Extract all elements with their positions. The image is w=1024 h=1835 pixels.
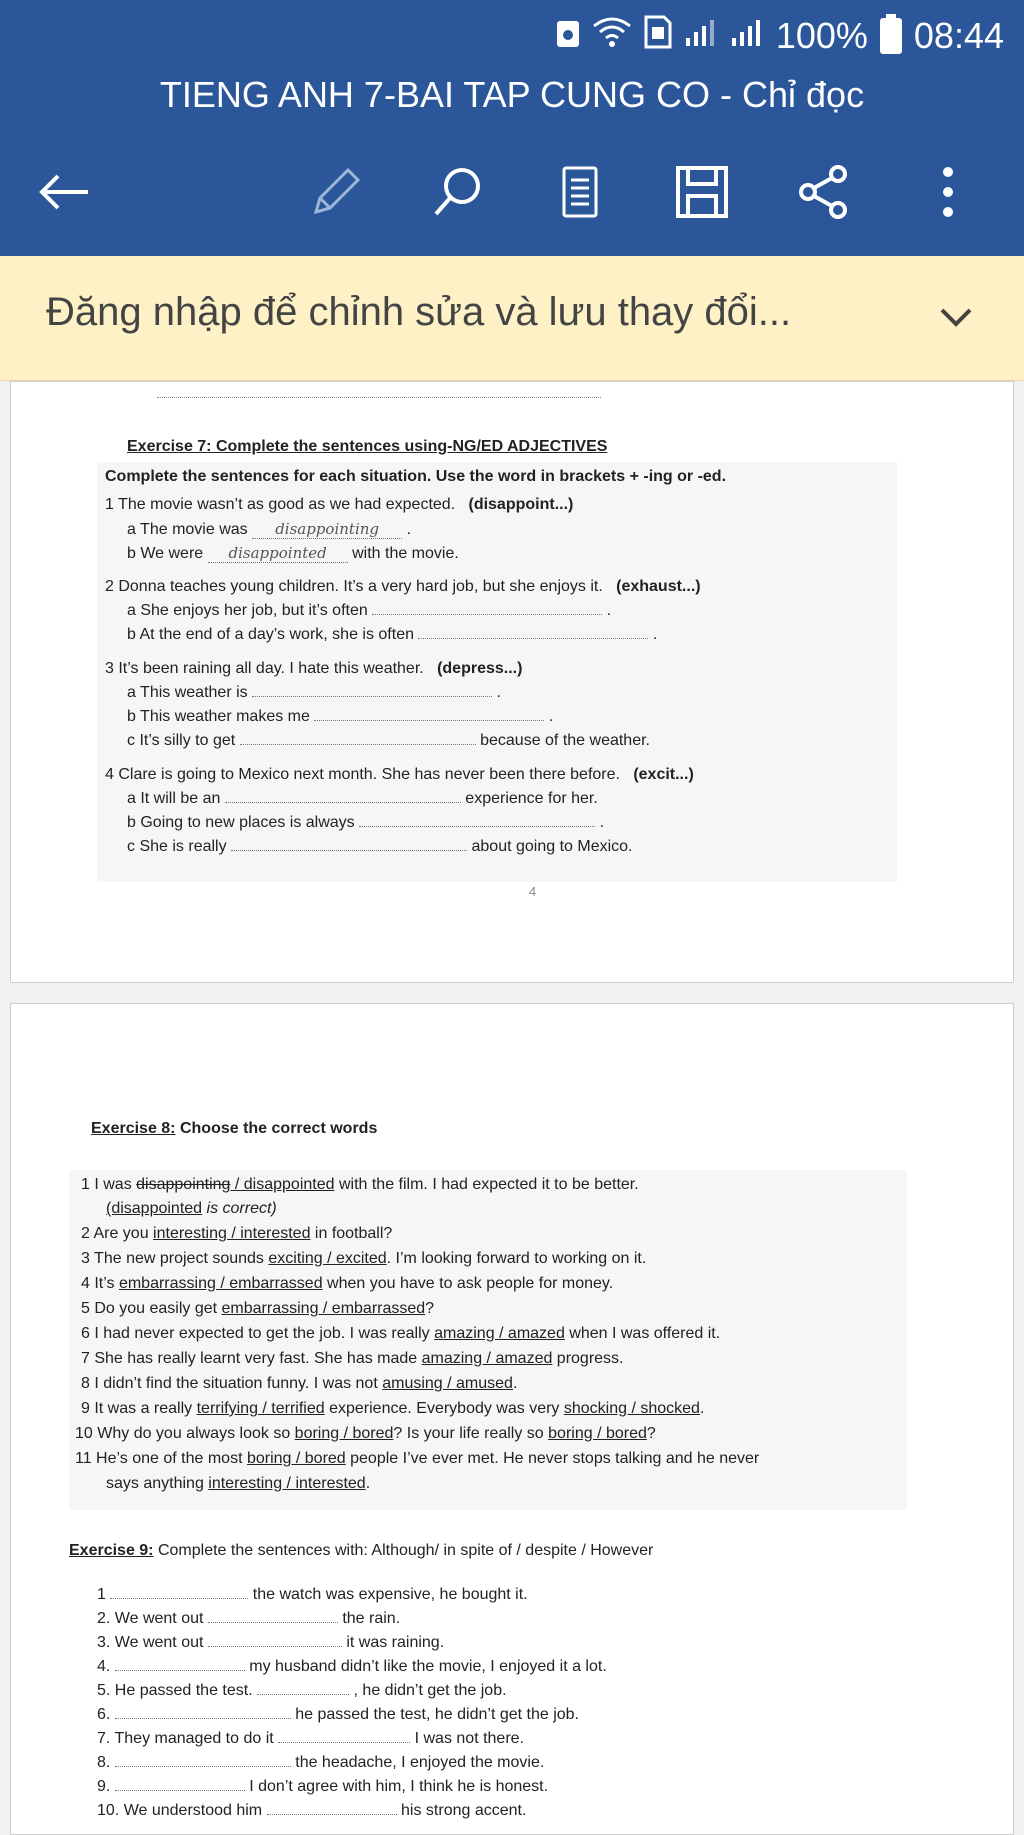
signal-icon-1 [684, 15, 718, 57]
l8-post: the headache, I enjoyed the movie. [290, 1754, 545, 1771]
i7-pre: 7 She has really learnt very fast. She has made [81, 1350, 422, 1367]
l7-pre: 7. They managed to do it [97, 1730, 279, 1747]
document-page-5 [10, 1003, 1014, 1835]
i9-pre: 9 It was a really [81, 1400, 197, 1417]
q3c-text: c It’s silly to get [127, 732, 236, 749]
i8-choices[interactable]: amusing / amused [382, 1375, 513, 1392]
ex9-line-8 [97, 1754, 544, 1772]
exercise-7-title: Exercise 7: Complete the sentences using-NG/ED ADJECTIVES [127, 438, 608, 455]
ex7-question-1 [105, 496, 573, 514]
q4a-text: a It will be an [127, 790, 221, 807]
i9-choices-2[interactable]: shocking / shocked [563, 1400, 700, 1417]
page-number: 4 [529, 884, 537, 899]
ex7-q3b: b This weather makes me . [127, 708, 554, 725]
wifi-icon [592, 15, 632, 57]
i11b-pre: says anything [106, 1475, 209, 1492]
q3a-blank[interactable] [252, 696, 492, 697]
i1-choices: / disappointed [230, 1176, 335, 1193]
q4a-post: experience for her. [465, 790, 598, 807]
l9-blank[interactable] [115, 1790, 245, 1791]
i5-choices[interactable]: embarrassing / embarrassed [221, 1300, 426, 1317]
ex8-item-11 [75, 1450, 759, 1468]
ex9-line-6 [97, 1706, 579, 1724]
ex8-title-label: Exercise 8: [91, 1120, 176, 1137]
i6-choices[interactable]: amazing / amazed [434, 1325, 565, 1342]
ex7-q3a: a This weather is . [127, 684, 501, 701]
i4-choices[interactable]: embarrassing / embarrassed [118, 1275, 323, 1292]
pencil-icon[interactable] [296, 152, 376, 232]
l1-pre: 1 [97, 1586, 111, 1603]
i1-struck: disappointing [136, 1176, 231, 1193]
ex7-q2a: a She enjoys her job, but it’s often . [127, 602, 612, 619]
l10-pre: 10. We understood him [97, 1802, 267, 1819]
i10-post: ? [646, 1425, 656, 1442]
ex7-q4c [127, 838, 633, 856]
l1-post: the watch was expensive, he bought it. [248, 1586, 528, 1603]
l7-blank[interactable] [278, 1742, 410, 1743]
ex7-question-4 [105, 766, 694, 784]
q2b-blank[interactable] [418, 638, 648, 639]
exercise-8-title [91, 1120, 377, 1138]
ex7-q4b: b Going to new places is always . [127, 814, 605, 831]
l6-blank[interactable] [115, 1718, 291, 1719]
toolbar [0, 152, 1024, 232]
i11-pre: 11 He’s one of the most [75, 1450, 247, 1467]
i9-post: . [699, 1400, 705, 1417]
app-header [0, 0, 1024, 256]
more-icon[interactable] [908, 152, 988, 232]
ex7-q3c [127, 732, 650, 750]
q4c-text: c She is really [127, 838, 227, 855]
ex9-title-label: Exercise 9: [69, 1542, 154, 1559]
i7-choices[interactable]: amazing / amazed [421, 1350, 553, 1367]
i8-post: . [512, 1375, 518, 1392]
i5-post: ? [425, 1300, 435, 1317]
i11-post: people I’ve ever met. He never stops talking and he never [345, 1450, 760, 1467]
ex8-item-5 [81, 1300, 434, 1318]
q4a-blank[interactable] [225, 802, 461, 803]
ex7-question-2 [105, 578, 701, 596]
ex8-item-8 [81, 1375, 517, 1393]
ex8-item-6 [81, 1325, 720, 1343]
l5-pre: 5. He passed the test. [97, 1682, 258, 1699]
clock: 08:44 [913, 15, 1004, 56]
q1a-answer: disappointing [252, 520, 402, 539]
ex9-line-7 [97, 1730, 524, 1748]
ex8-item-4 [81, 1275, 613, 1293]
exercise-9-title [69, 1542, 653, 1560]
i11-choices[interactable]: boring / bored [246, 1450, 346, 1467]
ex8-item-9 [81, 1400, 704, 1418]
l6-pre: 6. [97, 1706, 115, 1723]
l3-post: it was raining. [341, 1634, 445, 1651]
q3-text: 3 It’s been raining all day. I hate this weather. [105, 660, 424, 677]
battery-percent: 100% [775, 15, 868, 56]
i8-pre: 8 I didn’t find the situation funny. I was not [81, 1375, 383, 1392]
q4b-blank[interactable] [359, 826, 595, 827]
q4b-text: b Going to new places is always [127, 814, 355, 831]
i7-post: progress. [552, 1350, 624, 1367]
ex7-q4a [127, 790, 598, 808]
i1-post: with the film. I had expected it to be better. [334, 1176, 639, 1193]
sim-icon [644, 15, 672, 58]
l5-blank[interactable] [257, 1694, 349, 1695]
q1a-text: a The movie was [127, 521, 248, 538]
q3b-text: b This weather makes me [127, 708, 310, 725]
status-bar [556, 14, 1004, 58]
q2b-text: b At the end of a day’s work, she is often [127, 626, 414, 643]
document-title: TIENG ANH 7-BAI TAP CUNG CO - Chỉ đọc [159, 74, 865, 115]
ex7-q2b: b At the end of a day’s work, she is often . [127, 626, 658, 643]
l3-blank[interactable] [208, 1646, 342, 1647]
l8-blank[interactable] [115, 1766, 291, 1767]
ex8-item-2 [81, 1225, 392, 1243]
q1-text: 1 The movie wasn’t as good as we had expected. [105, 496, 456, 513]
i10-choices-2[interactable]: boring / bored [548, 1425, 647, 1442]
q4c-blank[interactable] [231, 850, 467, 851]
dotted-line [157, 397, 601, 398]
ex9-line-2 [97, 1610, 400, 1628]
back-arrow-icon[interactable] [24, 152, 104, 232]
l9-post: I don’t agree with him, I think he is honest. [244, 1778, 549, 1795]
ex7-instruction: Complete the sentences for each situation. Use the word in brackets + -ing or -ed. [105, 468, 727, 485]
l4-pre: 4. [97, 1658, 115, 1675]
reading-view-icon[interactable] [540, 152, 620, 232]
l6-post: he passed the test, he didn’t get the job. [290, 1706, 579, 1723]
q4c-post: about going to Mexico. [471, 838, 633, 855]
i9-choices[interactable]: terrifying / terrified [196, 1400, 325, 1417]
i1b-post: is correct) [202, 1200, 277, 1217]
i10-mid: ? Is your life really so [393, 1425, 549, 1442]
l2-pre: 2. We went out [97, 1610, 208, 1627]
q3a-text: a This weather is [127, 684, 248, 701]
l10-post: his strong accent. [396, 1802, 527, 1819]
i4-pre: 4 It’s [81, 1275, 119, 1292]
l5-post: , he didn’t get the job. [349, 1682, 507, 1699]
screenshot-icon [556, 15, 580, 57]
ex7-q1b [127, 544, 459, 563]
i1-pre: 1 I was [81, 1176, 137, 1193]
i2-choices[interactable]: interesting / interested [153, 1225, 311, 1242]
i11b-choices[interactable]: interesting / interested [208, 1475, 366, 1492]
i3-pre: 3 The new project sounds [81, 1250, 269, 1267]
ex8-item-1 [81, 1176, 639, 1194]
q1b-text: b We were [127, 545, 204, 562]
ex9-line-3 [97, 1634, 444, 1652]
l3-pre: 3. We went out [97, 1634, 208, 1651]
q1b-post: with the movie. [352, 545, 459, 562]
i1b-u: (disappointed [106, 1200, 203, 1217]
q1b-answer: disappointed [208, 544, 348, 563]
q1-word: (disappoint...) [468, 496, 574, 513]
l9-pre: 9. [97, 1778, 115, 1795]
q3c-blank[interactable] [240, 744, 476, 745]
ex8-item-1-note [106, 1200, 277, 1218]
l8-pre: 8. [97, 1754, 115, 1771]
ex8-item-10 [75, 1425, 656, 1443]
q3-word: (depress...) [437, 660, 523, 677]
chevron-down-icon[interactable] [932, 294, 980, 342]
ex9-line-9 [97, 1778, 548, 1796]
battery-icon [880, 18, 902, 54]
q2-word: (exhaust...) [616, 578, 701, 595]
l2-post: the rain. [337, 1610, 401, 1627]
signal-icon-2 [730, 15, 764, 57]
i5-pre: 5 Do you easily get [81, 1300, 222, 1317]
q2a-blank[interactable] [372, 614, 602, 615]
ex9-title-rest: Complete the sentences with: Although/ in spite of / despite / However [153, 1542, 654, 1559]
i3-choices[interactable]: exciting / excited [268, 1250, 387, 1267]
ex7-question-3 [105, 660, 522, 678]
document-page-4 [10, 381, 1014, 983]
i10-pre: 10 Why do you always look so [75, 1425, 295, 1442]
i3-post: . I’m looking forward to working on it. [386, 1250, 647, 1267]
i6-post: when I was offered it. [564, 1325, 721, 1342]
sign-in-banner[interactable] [0, 256, 1024, 381]
ex8-title-rest: Choose the correct words [175, 1120, 378, 1137]
ex8-item-7 [81, 1350, 624, 1368]
q3b-blank[interactable] [314, 720, 544, 721]
share-icon[interactable] [784, 152, 864, 232]
i6-pre: 6 I had never expected to get the job. I was really [81, 1325, 435, 1342]
ex9-line-5 [97, 1682, 507, 1700]
l4-post: my husband didn’t like the movie, I enjoyed it a lot. [244, 1658, 607, 1675]
l2-blank[interactable] [208, 1622, 338, 1623]
l4-blank[interactable] [115, 1670, 245, 1671]
q3c-post: because of the weather. [480, 732, 650, 749]
l10-blank[interactable] [267, 1814, 397, 1815]
i2-post: in football? [310, 1225, 393, 1242]
ex9-line-1 [97, 1586, 528, 1604]
q4-text: 4 Clare is going to Mexico next month. She has never been there before. [105, 766, 620, 783]
ex7-q1a: a The movie was disappointing . [127, 520, 411, 538]
i10-choices[interactable]: boring / bored [294, 1425, 394, 1442]
i2-pre: 2 Are you [81, 1225, 154, 1242]
i11b-post: . [365, 1475, 371, 1492]
q2-text: 2 Donna teaches young children. It’s a very hard job, but she enjoys it. [105, 578, 603, 595]
banner-text: Đăng nhập để chỉnh sửa và lưu thay đổi... [46, 290, 792, 334]
l1-blank[interactable] [110, 1598, 248, 1599]
q2a-text: a She enjoys her job, but it’s often [127, 602, 368, 619]
i4-post: when you have to ask people for money. [322, 1275, 614, 1292]
i9-mid: experience. Everybody was very [324, 1400, 564, 1417]
save-icon[interactable] [662, 152, 742, 232]
ex9-line-10 [97, 1802, 526, 1820]
q4-word: (excit...) [633, 766, 694, 783]
search-icon[interactable] [418, 152, 498, 232]
ex8-item-3 [81, 1250, 646, 1268]
ex8-item-11-cont [106, 1475, 370, 1493]
l7-post: I was not there. [410, 1730, 524, 1747]
ex9-line-4 [97, 1658, 607, 1676]
